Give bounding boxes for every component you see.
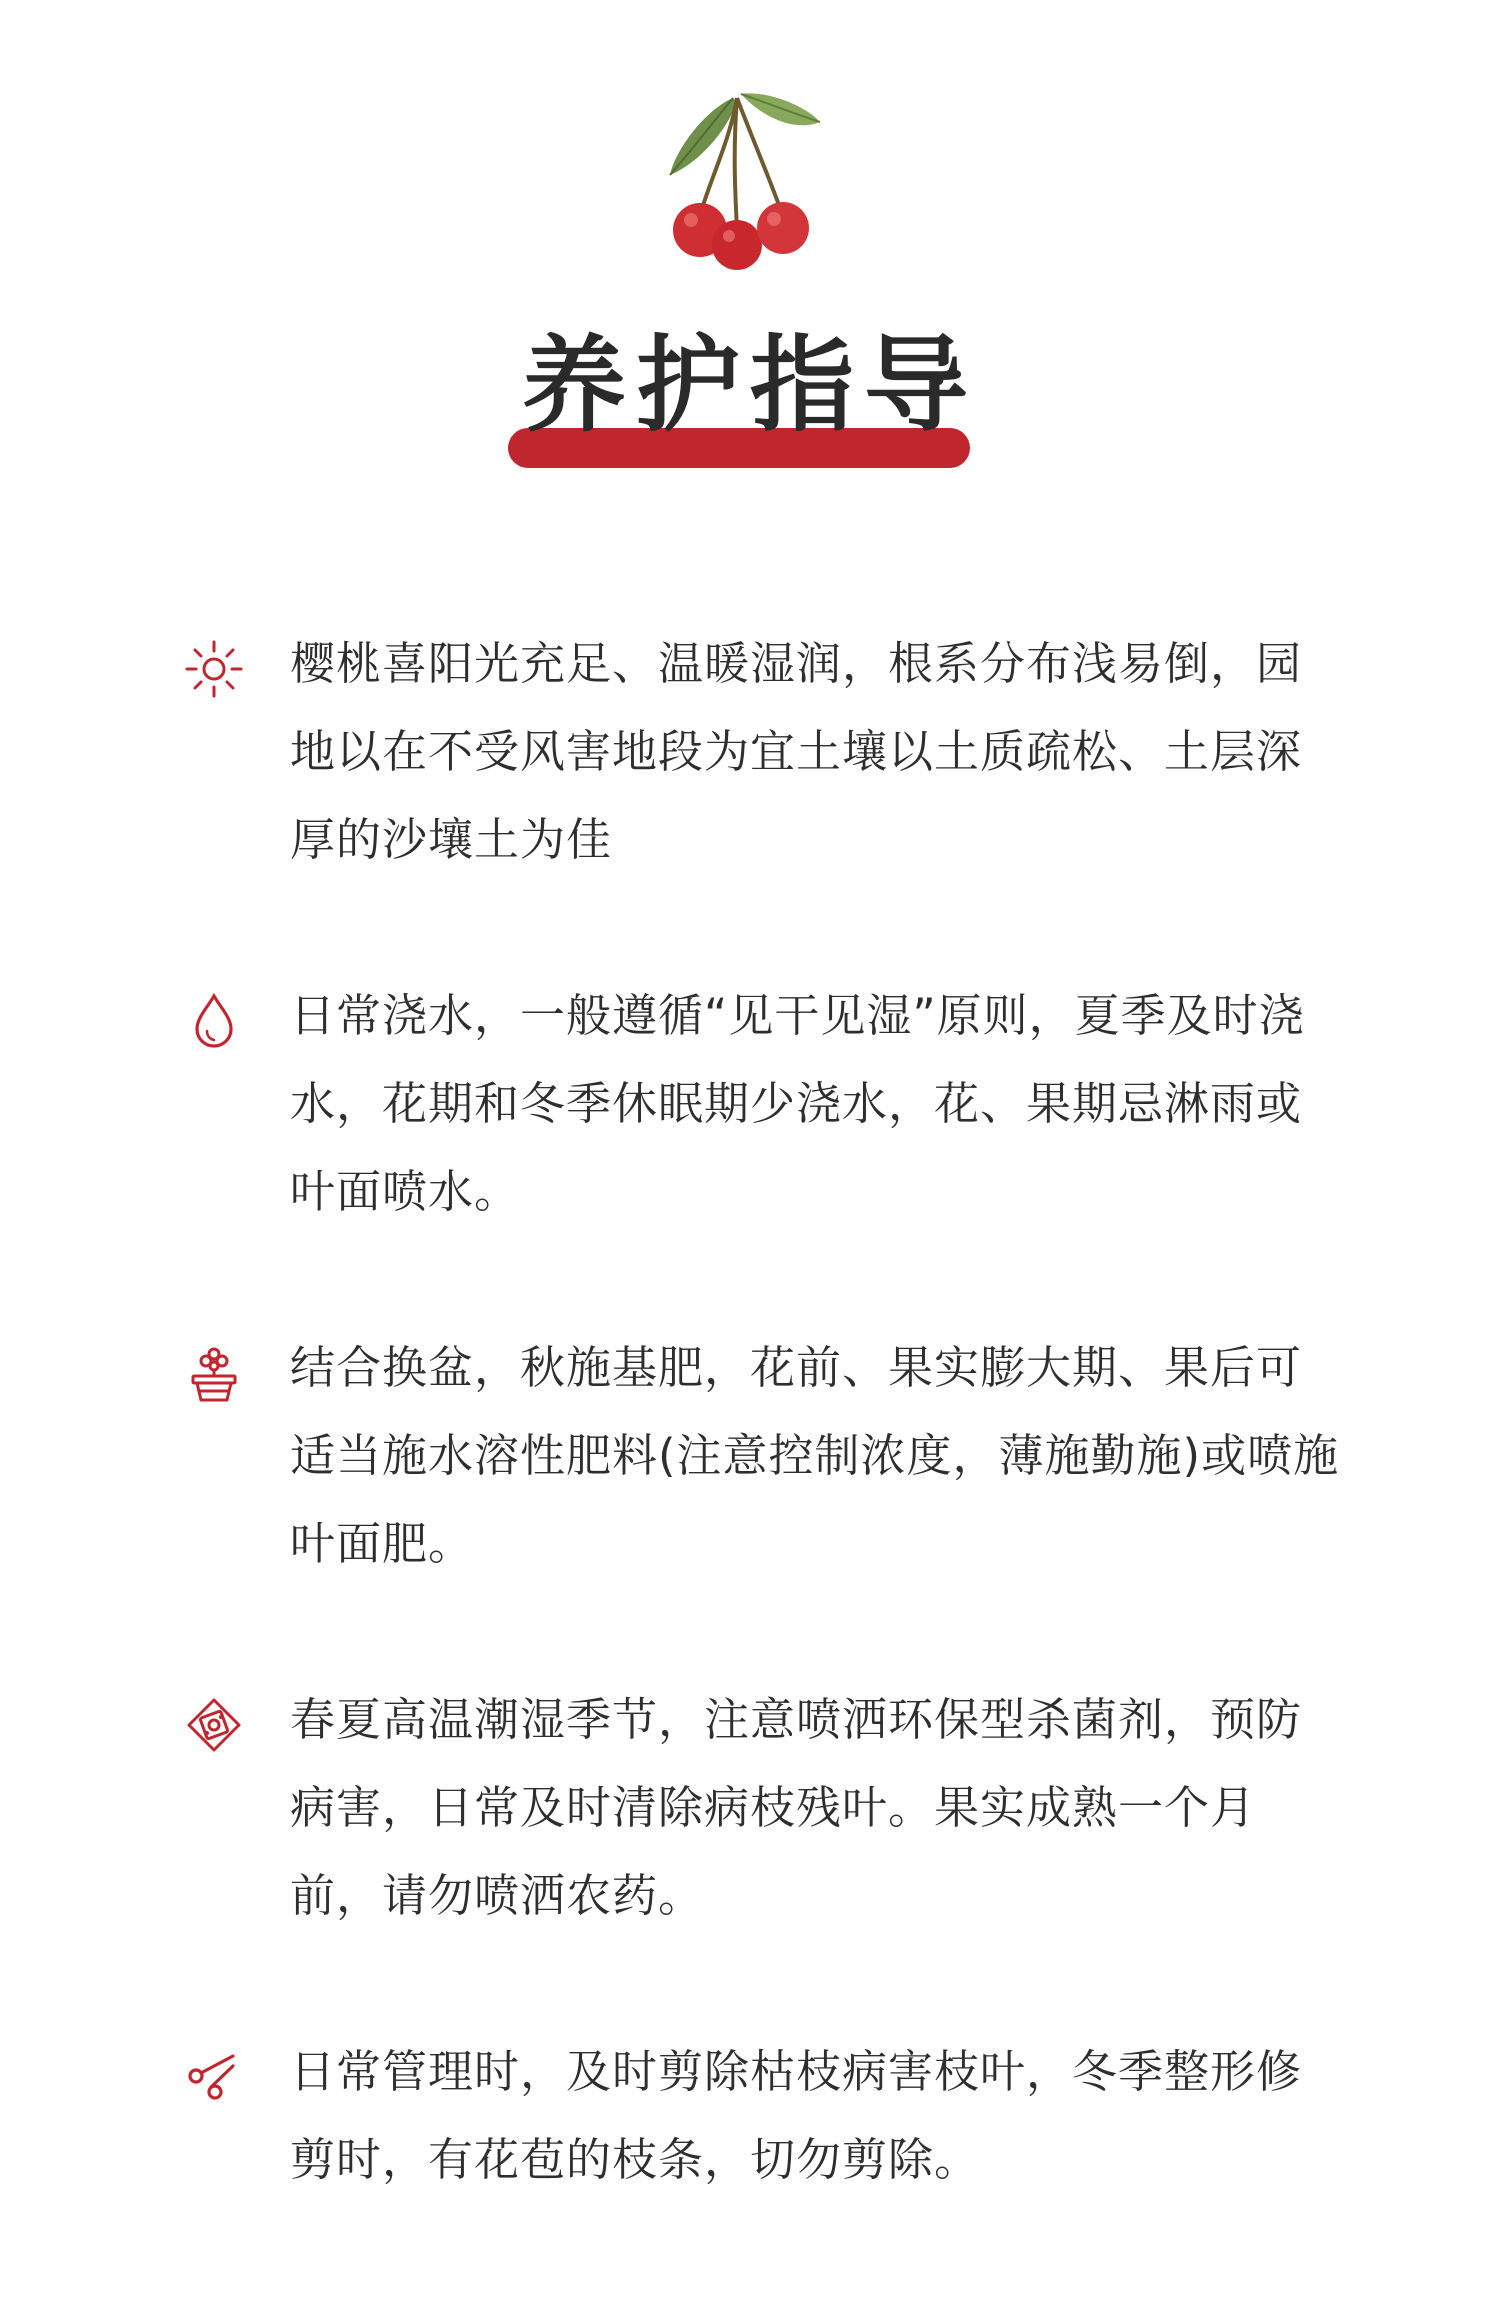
item-text: 春夏高温潮湿季节，注意喷洒环保型杀菌剂，预防病害，日常及时清除病枝残叶。果实成熟一个月前，请勿喷洒农药。 <box>290 1693 1303 1922</box>
item-text: 日常管理时，及时剪除枯枝病害枝叶，冬季整形修剪时，有花苞的枝条，切勿剪除。 <box>290 2045 1303 2186</box>
pesticide-packet-icon <box>183 1694 245 1756</box>
potted-plant-icon <box>183 1342 245 1404</box>
item-text: 结合换盆，秋施基肥，花前、果实膨大期、果后可适当施水溶性肥料(注意控制浓度，薄施勤施)或喷施叶面肥。 <box>290 1341 1340 1570</box>
page-title: 养护指导 <box>521 324 978 446</box>
scissors-icon <box>183 2046 245 2108</box>
item-text: 日常浇水，一般遵循“见干见湿”原则，夏季及时浇水，花期和冬季休眠期少浇水，花、果期忌淋雨或叶面喷水。 <box>290 989 1305 1218</box>
sun-icon <box>183 638 245 700</box>
cherry-icon <box>645 80 845 270</box>
item-text: 樱桃喜阳光充足、温暖湿润，根系分布浅易倒，园地以在不受风害地段为宜土壤以土质疏松、土层深厚的沙壤土为佳 <box>290 637 1303 866</box>
water-drop-icon <box>183 990 245 1052</box>
page-header <box>0 320 1500 480</box>
